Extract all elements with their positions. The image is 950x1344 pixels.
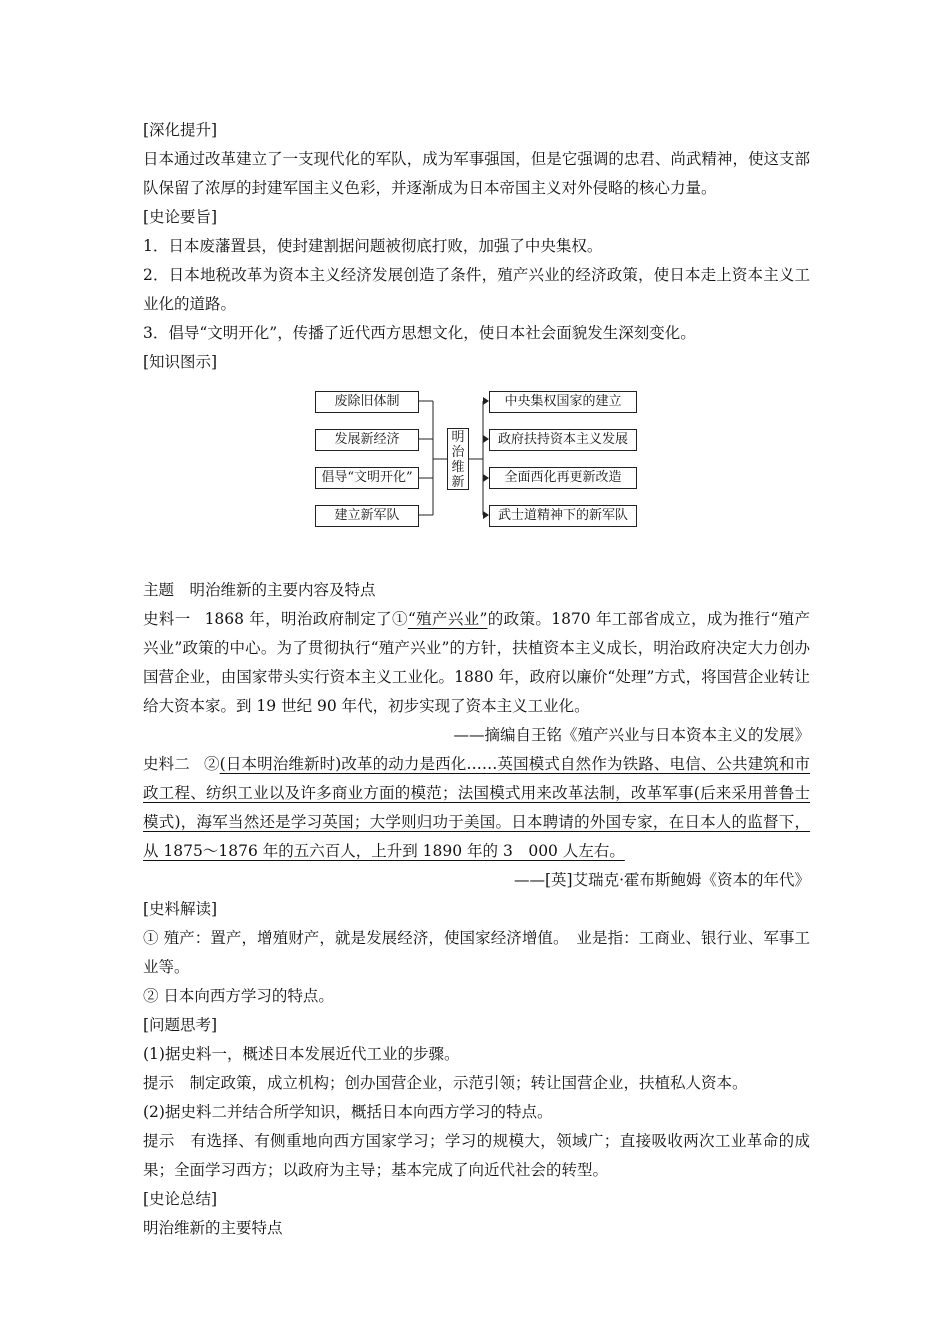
point-1: 1．日本废藩置县，使封建割据问题被彻底打败，加强了中央集权。 xyxy=(143,237,603,255)
material-1 xyxy=(143,605,810,721)
material-1-source: ——摘编自王铭《殖产兴业与日本资本主义的发展》 xyxy=(453,726,810,744)
section-heading-reading: [史料解读] xyxy=(143,900,218,918)
diagram-left-3: 倡导“文明开化” xyxy=(315,467,419,489)
point-3: 3．倡导“文明开化”，传播了近代西方思想文化，使日本社会面貌发生深刻变化。 xyxy=(143,324,696,342)
diagram-left-1: 废除旧体制 xyxy=(315,391,419,413)
section-heading-points: [史论要旨] xyxy=(143,208,218,226)
diagram-right-2: 政府扶持资本主义发展 xyxy=(489,429,637,451)
section-heading-deepen: [深化提升] xyxy=(143,121,218,139)
knowledge-diagram xyxy=(143,381,810,576)
summary-text: 明治维新的主要特点 xyxy=(143,1219,283,1237)
material-1-underlined: “殖产兴业” xyxy=(407,610,488,628)
topic-title: 主题 明治维新的主要内容及特点 xyxy=(143,581,376,599)
point-2: 2．日本地税改革为资本主义经济发展创造了条件，殖产兴业的经济政策，使日本走上资本主义工业化的道路。 xyxy=(143,266,810,313)
section-heading-thinking: [问题思考] xyxy=(143,1016,218,1034)
diagram-left-4: 建立新军队 xyxy=(315,505,419,527)
answer-1: 提示 制定政策，成立机构；创办国营企业，示范引领；转让国营企业，扶植私人资本。 xyxy=(143,1074,748,1092)
reading-2: ② 日本向西方学习的特点。 xyxy=(143,987,334,1005)
diagram-right-3: 全面西化再更新改造 xyxy=(489,467,637,489)
document-page xyxy=(143,116,810,1243)
deepen-paragraph: 日本通过改革建立了一支现代化的军队，成为军事强国，但是它强调的忠君、尚武精神，使这支部队保留了浓厚的封建军国主义色彩，并逐渐成为日本帝国主义对外侵略的核心力量。 xyxy=(143,150,810,197)
diagram-right-1: 中央集权国家的建立 xyxy=(489,391,637,413)
question-2: (2)据史料二并结合所学知识，概括日本向西方学习的特点。 xyxy=(143,1103,553,1121)
diagram-center: 明治维新 xyxy=(447,428,469,490)
section-heading-summary: [史论总结] xyxy=(143,1190,218,1208)
reading-1: ① 殖产：置产，增殖财产，就是发展经济，使国家经济增值。 业是指：工商业、银行业、军事工业等。 xyxy=(143,929,810,976)
material-1-body: 的政策。1870 年工部省成立，成为推行“殖产兴业”政策的中心。为了贯彻执行“殖产兴业”的方针，扶植资本主义成长，明治政府决定大力创办国营企业，由国家带头实行资本主义工业化。1880 年，政府以廉价“处理”方式，将国营企业转让给大资本家。到 19 世纪 90 年代，初步实现了资本主义工业化。 xyxy=(143,610,810,715)
question-1: (1)据史料一，概述日本发展近代工业的步骤。 xyxy=(143,1045,460,1063)
diagram-right-4: 武士道精神下的新军队 xyxy=(489,505,637,527)
diagram-left-2: 发展新经济 xyxy=(315,429,419,451)
material-2 xyxy=(143,750,810,866)
section-heading-map: [知识图示] xyxy=(143,353,218,371)
material-2-underlined: (日本明治维新时)改革的动力是西化……英国模式自然作为铁路、电信、公共建筑和市政工程、纺织工业以及许多商业方面的模范；法国模式用来改革法制，改革军事(后来采用普鲁士模式)，海军当然还是学习英国；大学则归功于美国。日本聘请的外国专家，在日本人的监督下，从 1875～1876 年的五六百人，上升到 1890 年的 3 000 人左右。 xyxy=(143,755,810,860)
diagram-connectors xyxy=(143,381,810,576)
material-1-pre: 1868 年，明治政府制定了① xyxy=(204,610,408,628)
material-1-label: 史料一 xyxy=(143,610,191,628)
material-2-label: 史料二 xyxy=(143,755,190,773)
material-2-source: ——[英]艾瑞克·霍布斯鲍姆《资本的年代》 xyxy=(513,871,810,889)
answer-2: 提示 有选择、有侧重地向西方国家学习；学习的规模大，领域广；直接吸收两次工业革命的成果；全面学习西方；以政府为主导；基本完成了向近代社会的转型。 xyxy=(143,1132,810,1179)
material-2-number: ② xyxy=(203,755,220,773)
